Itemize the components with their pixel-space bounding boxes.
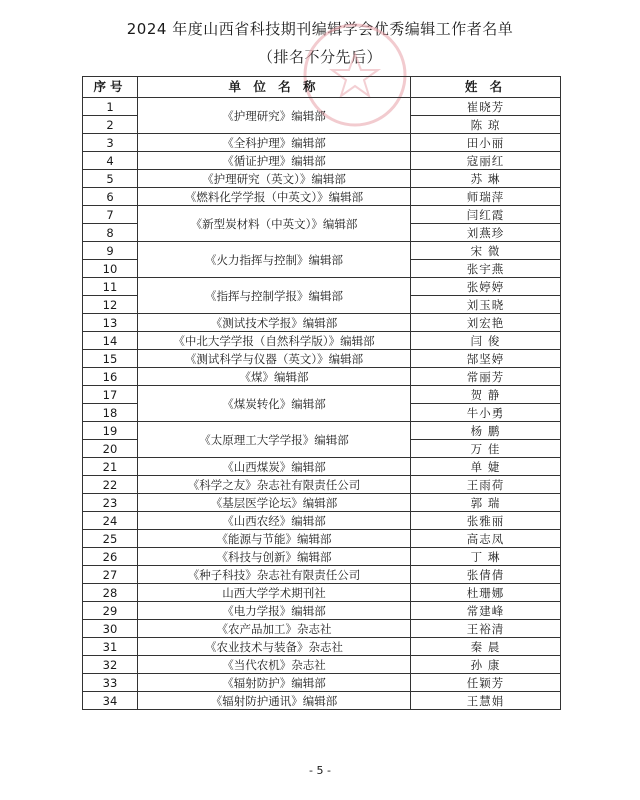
unit-name: 《测试技术学报》编辑部 — [138, 314, 411, 332]
editor-name: 刘玉晓 — [411, 296, 561, 314]
row-index: 31 — [83, 638, 138, 656]
table-row — [83, 188, 561, 206]
editor-name: 杨 鹏 — [411, 422, 561, 440]
row-index: 20 — [83, 440, 138, 458]
table-header-row — [83, 77, 561, 98]
row-index: 16 — [83, 368, 138, 386]
editor-name: 贺 静 — [411, 386, 561, 404]
editor-name: 张婷婷 — [411, 278, 561, 296]
row-index: 24 — [83, 512, 138, 530]
row-index: 18 — [83, 404, 138, 422]
row-index: 12 — [83, 296, 138, 314]
row-index: 2 — [83, 116, 138, 134]
table-row — [83, 584, 561, 602]
row-index: 9 — [83, 242, 138, 260]
editor-name: 宋 微 — [411, 242, 561, 260]
table-row — [83, 134, 561, 152]
unit-name: 《火力指挥与控制》编辑部 — [138, 242, 411, 278]
editor-name: 牛小勇 — [411, 404, 561, 422]
editor-name: 张倩倩 — [411, 566, 561, 584]
row-index: 4 — [83, 152, 138, 170]
row-index: 10 — [83, 260, 138, 278]
unit-name: 《能源与节能》编辑部 — [138, 530, 411, 548]
editor-name: 常建峰 — [411, 602, 561, 620]
table-body — [83, 98, 561, 710]
row-index: 5 — [83, 170, 138, 188]
editor-name: 刘燕珍 — [411, 224, 561, 242]
row-index: 33 — [83, 674, 138, 692]
unit-name: 《山西农经》编辑部 — [138, 512, 411, 530]
unit-name: 山西大学学术期刊社 — [138, 584, 411, 602]
unit-name: 《种子科技》杂志社有限责任公司 — [138, 566, 411, 584]
editor-name: 王慧娟 — [411, 692, 561, 710]
table-row — [83, 620, 561, 638]
editor-name: 单 婕 — [411, 458, 561, 476]
unit-name: 《农产品加工》杂志社 — [138, 620, 411, 638]
row-index: 23 — [83, 494, 138, 512]
page-title: 2024 年度山西省科技期刊编辑学会优秀编辑工作者名单 — [126, 20, 514, 38]
unit-name: 《循证护理》编辑部 — [138, 152, 411, 170]
table-row — [83, 602, 561, 620]
table-row — [83, 656, 561, 674]
row-index: 15 — [83, 350, 138, 368]
table-row — [83, 566, 561, 584]
table-row — [83, 206, 561, 224]
editor-name: 闫红霞 — [411, 206, 561, 224]
unit-name: 《辐射防护》编辑部 — [138, 674, 411, 692]
page-subtitle: （排名不分先后） — [257, 48, 382, 66]
editor-name: 任颖芳 — [411, 674, 561, 692]
editor-name: 师瑞萍 — [411, 188, 561, 206]
editor-name: 郜坚婷 — [411, 350, 561, 368]
unit-name: 《测试科学与仪器（英文）》编辑部 — [138, 350, 411, 368]
editor-name: 张雅丽 — [411, 512, 561, 530]
unit-name: 《当代农机》杂志社 — [138, 656, 411, 674]
table-row — [83, 494, 561, 512]
editor-name: 常丽芳 — [411, 368, 561, 386]
row-index: 7 — [83, 206, 138, 224]
table-row — [83, 548, 561, 566]
honoree-table — [82, 76, 561, 710]
unit-name: 《中北大学学报（自然科学版）》编辑部 — [138, 332, 411, 350]
row-index: 27 — [83, 566, 138, 584]
unit-name: 《电力学报》编辑部 — [138, 602, 411, 620]
table-row — [83, 692, 561, 710]
row-index: 30 — [83, 620, 138, 638]
editor-name: 王裕清 — [411, 620, 561, 638]
row-index: 25 — [83, 530, 138, 548]
table-row — [83, 530, 561, 548]
unit-name: 《护理研究》编辑部 — [138, 98, 411, 134]
row-index: 1 — [83, 98, 138, 116]
row-index: 17 — [83, 386, 138, 404]
editor-name: 刘宏艳 — [411, 314, 561, 332]
unit-name: 《山西煤炭》编辑部 — [138, 458, 411, 476]
table-row — [83, 332, 561, 350]
row-index: 11 — [83, 278, 138, 296]
editor-name: 孙 康 — [411, 656, 561, 674]
editor-name: 杜珊娜 — [411, 584, 561, 602]
table-row — [83, 638, 561, 656]
row-index: 21 — [83, 458, 138, 476]
row-index: 29 — [83, 602, 138, 620]
header-unit: 单 位 名 称 — [138, 77, 411, 98]
row-index: 8 — [83, 224, 138, 242]
unit-name: 《煤》编辑部 — [138, 368, 411, 386]
unit-name: 《煤炭转化》编辑部 — [138, 386, 411, 422]
table-row — [83, 278, 561, 296]
row-index: 3 — [83, 134, 138, 152]
table-row — [83, 152, 561, 170]
header-name: 姓 名 — [411, 77, 561, 98]
unit-name: 《指挥与控制学报》编辑部 — [138, 278, 411, 314]
table-row — [83, 242, 561, 260]
editor-name: 丁 琳 — [411, 548, 561, 566]
editor-name: 寇丽红 — [411, 152, 561, 170]
unit-name: 《辐射防护通讯》编辑部 — [138, 692, 411, 710]
table-row — [83, 674, 561, 692]
unit-name: 《农业技术与装备》杂志社 — [138, 638, 411, 656]
table-row — [83, 476, 561, 494]
table-row — [83, 368, 561, 386]
table-row — [83, 386, 561, 404]
row-index: 26 — [83, 548, 138, 566]
editor-name: 陈 琼 — [411, 116, 561, 134]
editor-name: 张宇燕 — [411, 260, 561, 278]
table-row — [83, 350, 561, 368]
editor-name: 秦 晨 — [411, 638, 561, 656]
editor-name: 王雨荷 — [411, 476, 561, 494]
editor-name: 郭 瑞 — [411, 494, 561, 512]
row-index: 13 — [83, 314, 138, 332]
unit-name: 《太原理工大学学报》编辑部 — [138, 422, 411, 458]
row-index: 14 — [83, 332, 138, 350]
unit-name: 《燃料化学学报（中英文）》编辑部 — [138, 188, 411, 206]
unit-name: 《基层医学论坛》编辑部 — [138, 494, 411, 512]
row-index: 22 — [83, 476, 138, 494]
table-row — [83, 458, 561, 476]
table-row — [83, 98, 561, 116]
row-index: 32 — [83, 656, 138, 674]
row-index: 34 — [83, 692, 138, 710]
editor-name: 高志凤 — [411, 530, 561, 548]
row-index: 6 — [83, 188, 138, 206]
table-row — [83, 422, 561, 440]
editor-name: 闫 俊 — [411, 332, 561, 350]
unit-name: 《科学之友》杂志社有限责任公司 — [138, 476, 411, 494]
unit-name: 《全科护理》编辑部 — [138, 134, 411, 152]
editor-name: 苏 琳 — [411, 170, 561, 188]
row-index: 19 — [83, 422, 138, 440]
editor-name: 万 佳 — [411, 440, 561, 458]
unit-name: 《新型炭材料（中英文）》编辑部 — [138, 206, 411, 242]
editor-name: 崔晓芳 — [411, 98, 561, 116]
editor-name: 田小丽 — [411, 134, 561, 152]
row-index: 28 — [83, 584, 138, 602]
header-index: 序号 — [83, 77, 138, 98]
unit-name: 《护理研究（英文）》编辑部 — [138, 170, 411, 188]
table-row — [83, 314, 561, 332]
unit-name: 《科技与创新》编辑部 — [138, 548, 411, 566]
page-number: - 5 - — [309, 764, 331, 777]
table-row — [83, 170, 561, 188]
table-row — [83, 512, 561, 530]
